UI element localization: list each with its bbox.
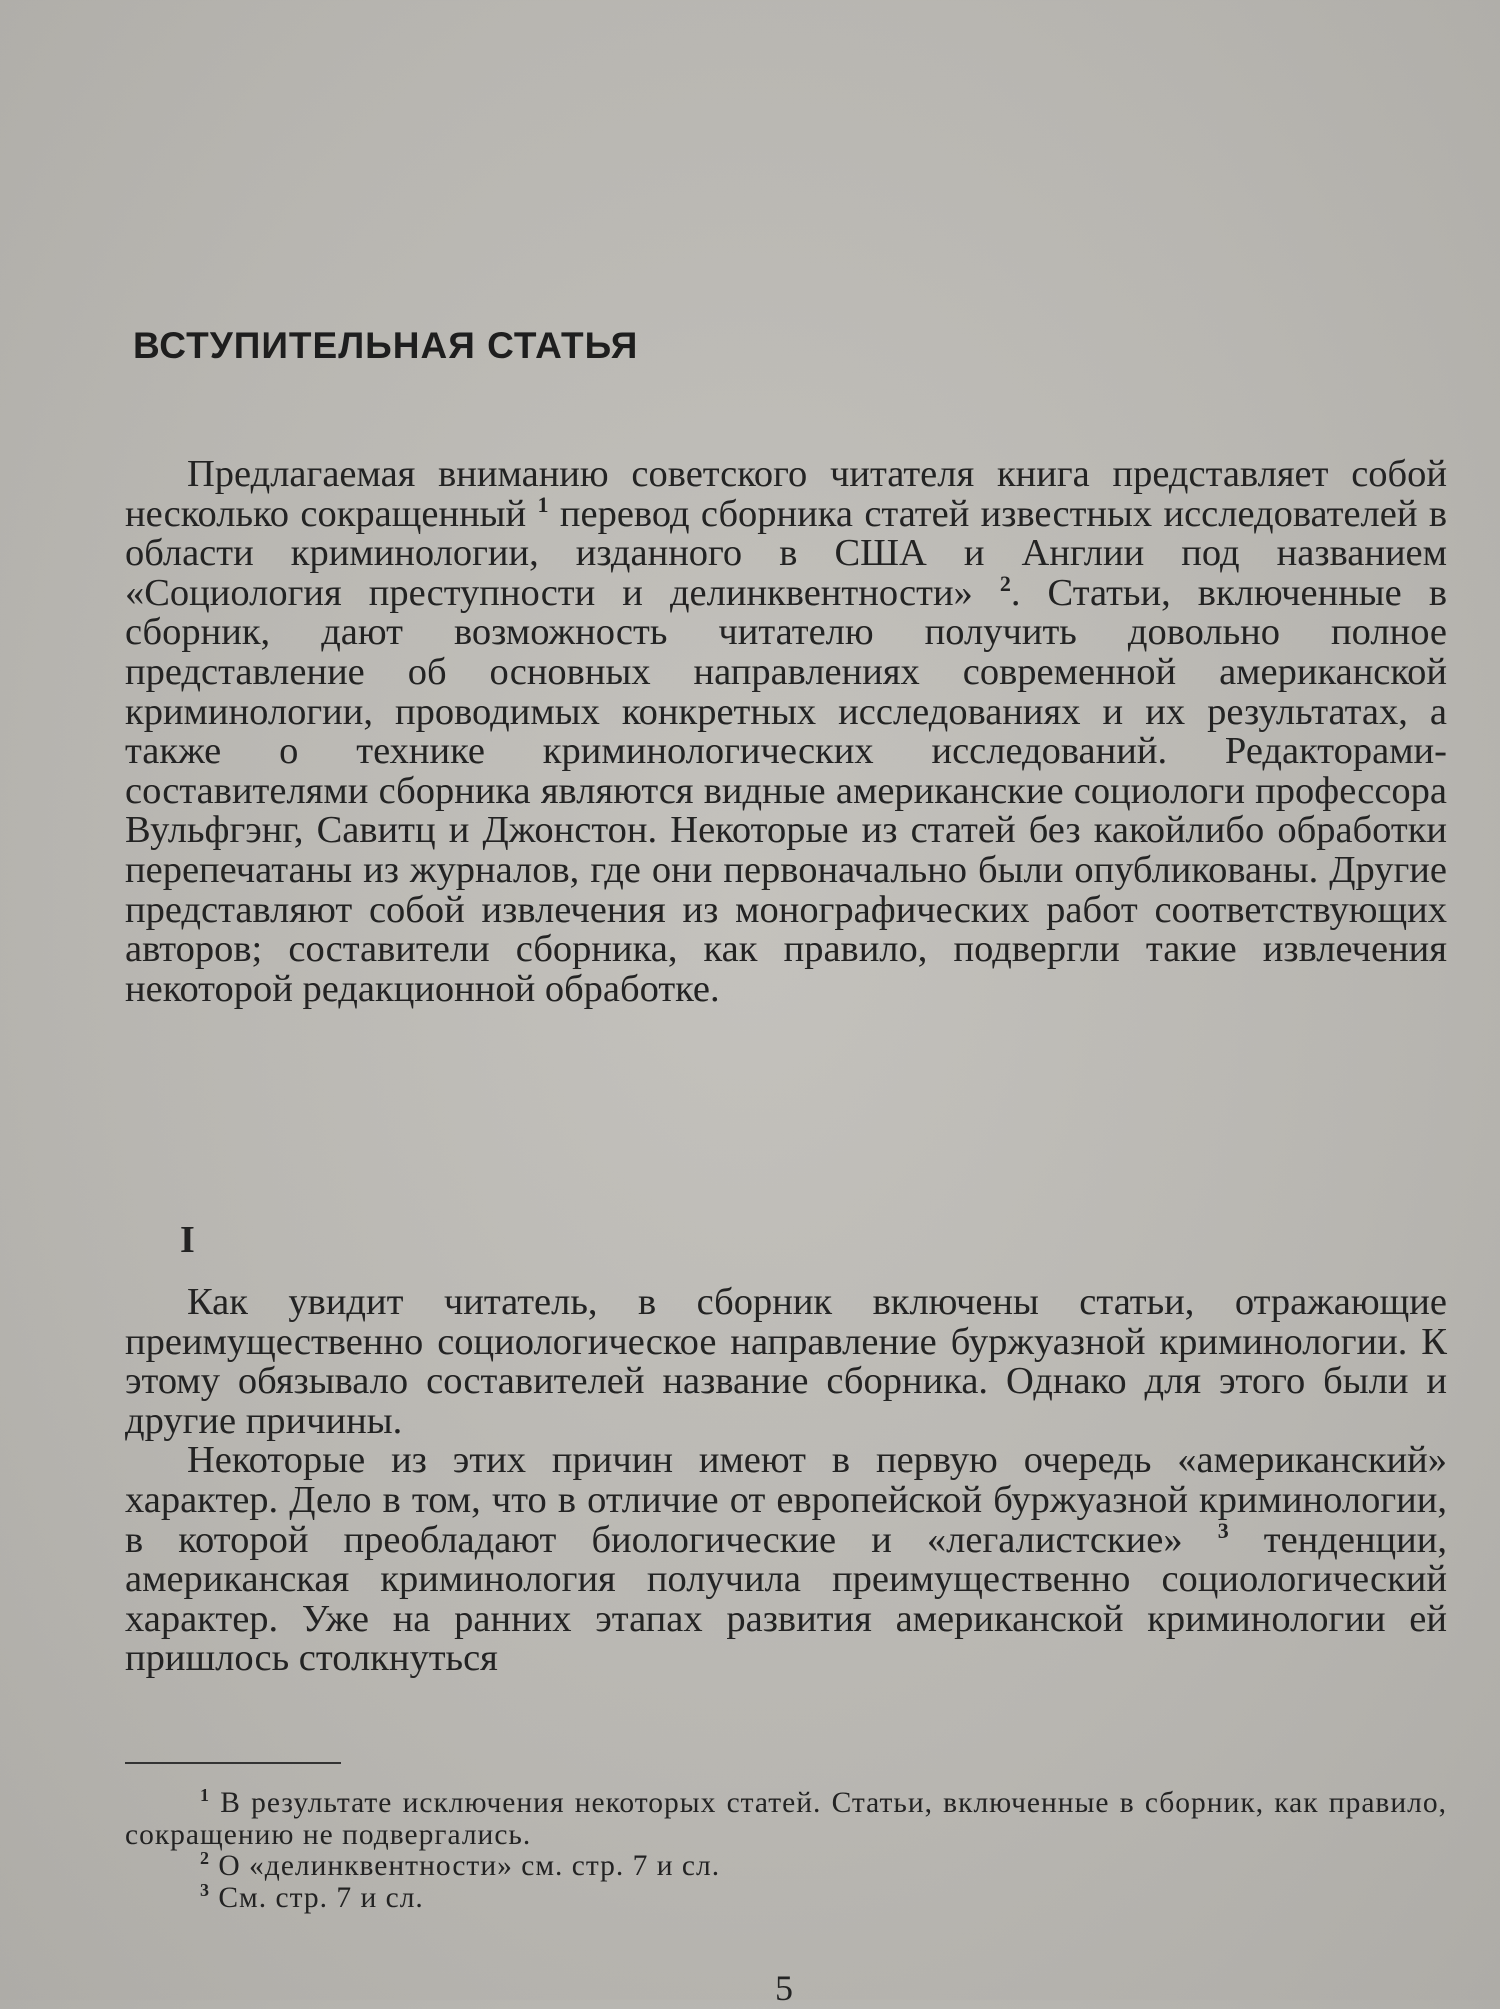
section-1-text-part-2: тенденции, американская криминология получила преимущественно социологический характер. Уже на ранних этапах развития американской криминологии ей пришлось столкнуться [125, 1518, 1447, 1680]
footnote-mark-2: 2 [200, 1848, 210, 1869]
section-1-paragraph-2 [125, 1441, 1447, 1679]
section-1-body [125, 1283, 1447, 1679]
page-title: ВСТУПИТЕЛЬНАЯ СТАТЬЯ [133, 325, 639, 366]
footnote-ref-3: 3 [1217, 1517, 1229, 1543]
footnote-2 [125, 1848, 1447, 1883]
footnote-divider [125, 1762, 341, 1764]
footnote-1 [125, 1785, 1447, 1851]
footnote-text-1: В результате исключения некоторых статей. Статьи, включенные в сборник, как правило, сокращению не подвергались. [125, 1787, 1447, 1851]
section-number: I [180, 1219, 195, 1261]
footnote-ref-2: 2 [999, 570, 1011, 596]
footnote-text-3: См. стр. 7 и сл. [210, 1881, 424, 1914]
footnote-mark-1: 1 [200, 1785, 210, 1806]
section-1-text-part-1: Некоторые из этих причин имеют в первую очередь «американский» характер. Дело в том, что в отличие от европейской буржуазной криминологии, в которой преобладают биологические и «легалистские» [125, 1439, 1447, 1561]
section-1-paragraph-1: Как увидит читатель, в сборник включены статьи, отражающие преимущественно социологическое направление буржуазной криминологии. К этому обязывало составителей название сборника. Однако для этого были и другие причины. [125, 1281, 1447, 1442]
intro-text-part-2: перевод сборника статей известных исследователей в области криминологии, изданного в США и Англии под названием «Социология преступности и делинквентности» [125, 492, 1447, 614]
footnote-mark-3: 3 [200, 1879, 210, 1900]
intro-text-part-1: Предлагаемая вниманию советского читателя книга представляет собой несколько сокращенный [125, 453, 1447, 535]
footnotes [125, 1785, 1447, 1914]
footnote-ref-1: 1 [537, 491, 549, 517]
footnote-text-2: О «делинквентности» см. стр. 7 и сл. [210, 1850, 721, 1882]
intro-paragraph [125, 455, 1447, 1009]
page-number: 5 [775, 1968, 793, 2008]
footnote-3 [125, 1879, 1447, 1915]
intro-text-part-3: . Статьи, включенные в сборник, дают возможность читателю получить довольно полное представление об основных направлениях современной американской криминологии, проводимых конкретных исследованиях и их результатах, а также о технике криминологических исследований. Редакторами-составителями сборника являются видные американские социологи профессора Вульфгэнг, Савитц и Джонстон. Некоторые из статей без какойлибо обработки перепечатаны из журналов, где они первоначально были опубликованы. Другие представляют собой извлечения из монографических работ соответствующих авторов; составители сборника, как правило, подвергли такие извлечения некоторой редакционной обработке. [125, 571, 1447, 1010]
intro-section [125, 455, 1447, 1009]
